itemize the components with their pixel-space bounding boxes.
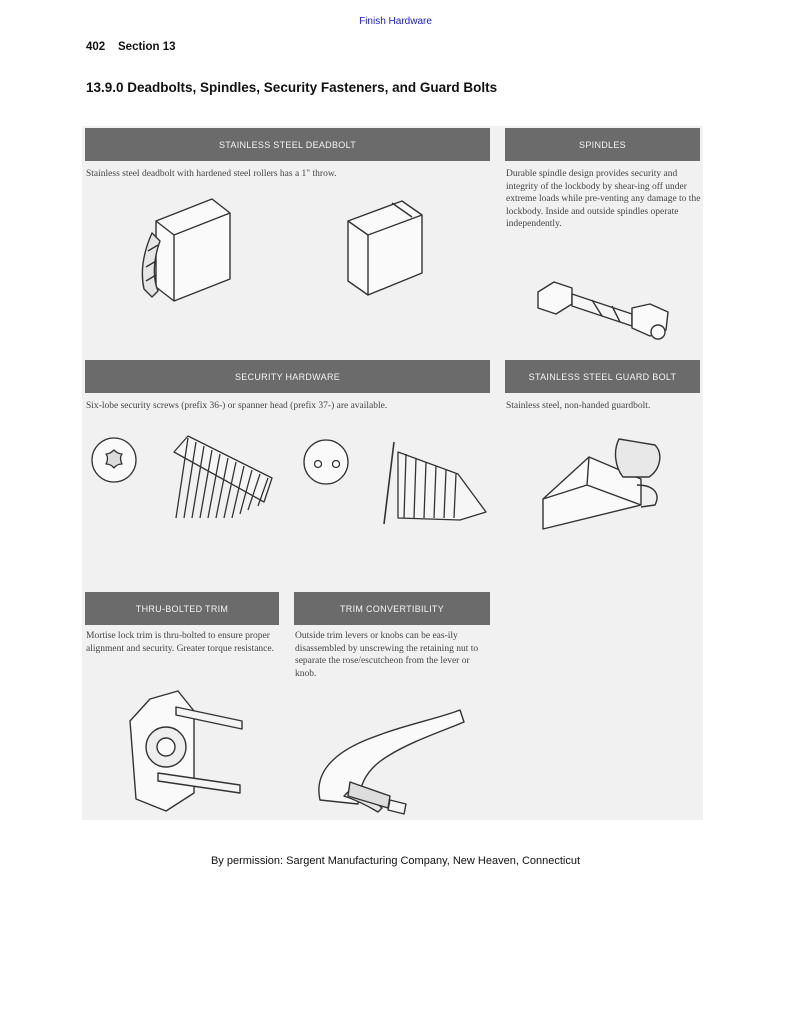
panel-header-security-hardware: SECURITY HARDWARE bbox=[85, 360, 490, 393]
caption-guard-bolt: Stainless steel, non-handed guardbolt. bbox=[506, 401, 651, 411]
header-link[interactable]: Finish Hardware bbox=[359, 16, 432, 27]
caption-spindles: Durable spindle design provides security and integrity of the lockbody by shear-ing off under extreme loads while pre-venting any damage to the lockbody. Inside and outside spindles operate independently. bbox=[506, 169, 701, 230]
caption-deadbolt: Stainless steel deadbolt with hardened steel rollers has a 1" throw. bbox=[86, 169, 337, 179]
panel-header-guard-bolt: STAINLESS STEEL GUARD BOLT bbox=[505, 360, 700, 393]
panel-header-trim-convertibility: TRIM CONVERTIBILITY bbox=[294, 592, 490, 625]
guard-bolt-illustration bbox=[537, 431, 667, 531]
panel-header-spindles: SPINDLES bbox=[505, 128, 700, 161]
hardware-figure bbox=[82, 126, 703, 820]
deadbolt-illustration bbox=[122, 191, 452, 311]
page-number: 402 bbox=[86, 41, 106, 53]
section-label: Section 13 bbox=[118, 41, 176, 53]
photo-credit: By permission: Sargent Manufacturing Company, New Heaven, Connecticut bbox=[210, 855, 581, 867]
thru-bolted-trim-illustration bbox=[122, 681, 262, 817]
caption-thru-bolted-trim: Mortise lock trim is thru-bolted to ensure proper alignment and security. Greater torque resistance. bbox=[86, 631, 274, 654]
spindle-illustration bbox=[532, 274, 682, 344]
caption-security-hardware: Six-lobe security screws (prefix 36-) or spanner head (prefix 37-) are available. bbox=[86, 401, 388, 411]
panel-header-deadbolt: STAINLESS STEEL DEADBOLT bbox=[85, 128, 490, 161]
panel-header-thru-bolted-trim: THRU-BOLTED TRIM bbox=[85, 592, 279, 625]
section-heading: 13.9.0 Deadbolts, Spindles, Security Fasteners, and Guard Bolts bbox=[86, 80, 498, 95]
lever-trim-illustration bbox=[310, 704, 478, 816]
caption-trim-convertibility: Outside trim levers or knobs can be eas-ily disassembled by unscrewing the retaining nut to separate the rose/escutcheon from the lever or knob. bbox=[295, 631, 479, 679]
security-screws-illustration bbox=[88, 422, 498, 540]
